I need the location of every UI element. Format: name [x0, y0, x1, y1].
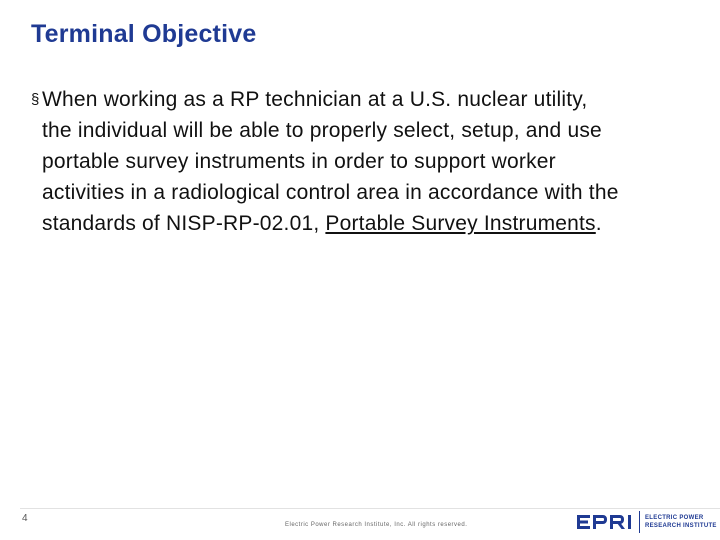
- bullet-marker-icon: §: [31, 91, 40, 108]
- bullet-line: the individual will be able to properly select, setup, and use: [42, 119, 602, 142]
- logo-line-2: RESEARCH INSTITUTE: [645, 523, 717, 529]
- copyright-notice: Electric Power Research Institute, Inc. All rights reserved.: [285, 522, 468, 528]
- page-number: 4: [22, 513, 28, 524]
- bullet-line-text: standards of NISP-RP-02.01,: [42, 212, 326, 235]
- bullet-line: activities in a radiological control area in accordance with the: [42, 181, 619, 204]
- bullet-line: When working as a RP technician at a U.S. nuclear utility,: [42, 88, 588, 111]
- epri-logo-icon: [576, 511, 636, 533]
- reference-title: Portable Survey Instruments: [325, 212, 596, 235]
- logo-wordmark: [645, 514, 717, 530]
- slide-title: Terminal Objective: [31, 20, 257, 48]
- footer-divider: [20, 508, 720, 509]
- epri-logo: [576, 511, 717, 533]
- logo-divider: [639, 511, 640, 533]
- bullet-line: portable survey instruments in order to support worker: [42, 150, 556, 173]
- bullet-line-last: [31, 208, 703, 239]
- logo-line-1: ELECTRIC POWER: [645, 515, 704, 521]
- bullet-period: .: [595, 212, 602, 235]
- objective-bullet: [31, 84, 703, 239]
